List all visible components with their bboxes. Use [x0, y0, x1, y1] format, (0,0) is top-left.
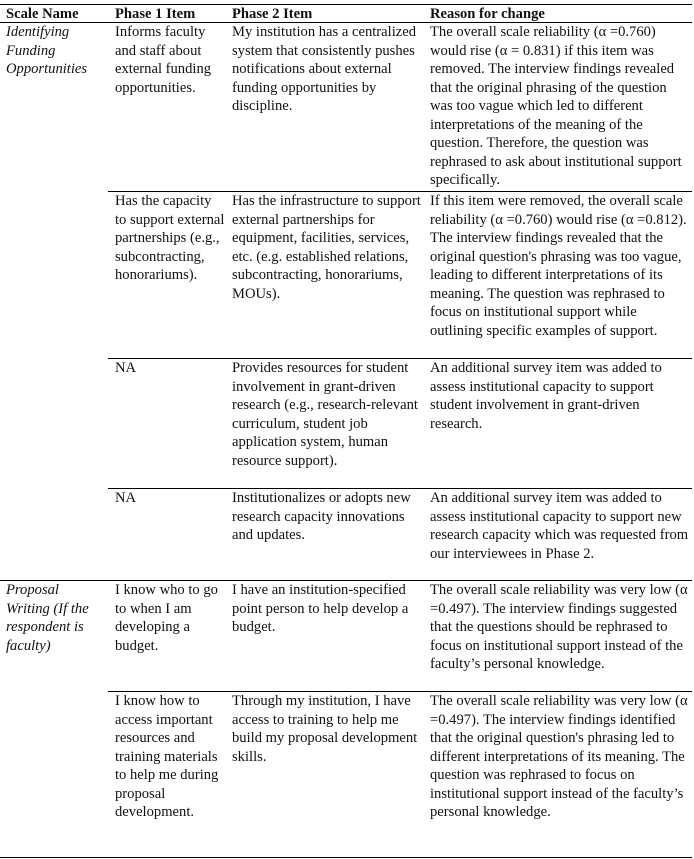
scale-group-rows: [108, 23, 692, 580]
reason-cell: An additional survey item was added to assess institutional capacity to support new research capacity which was requested from our interviewees in Phase 2.: [430, 490, 689, 562]
table-row: [108, 489, 692, 580]
phase2-item-cell: My institution has a centralized system that consistently pushes notifications about external funding opportunities by discipline.: [232, 24, 416, 115]
reason-cell: An additional survey item was added to assess institutional capacity to support student involvement in grant-driven research.: [430, 360, 662, 432]
table-row: [108, 692, 692, 857]
reason-cell: The overall scale reliability was very low (α =0.497). The interview findings identified that the original question's phrasing led to different interpretations of its meaning. The question was rephrased to focus on institutional support instead of the faculty’s personal knowledge.: [430, 693, 688, 821]
phase2-item-cell: I have an institution-specified point person to help develop a budget.: [232, 582, 409, 636]
reason-cell: If this item were removed, the overall scale reliability (α =0.760) would rise (α =0.812). The interview findings revealed that the original question's phrasing was too vague, leading to different interpretations of its meaning. The question was rephrased to focus on institutional support while outlining specific examples of support.: [430, 193, 687, 339]
table-row: [108, 192, 692, 359]
reason-cell: The overall scale reliability (α =0.760) would rise (α = 0.831) if this item was removed. The interview findings revealed that the original phrasing of the question was too vague which led to different interpretations of the meaning of the question. Therefore, the question was rephrased to ask about institutional support specifically.: [430, 24, 682, 189]
scale-group-identifying-funding: [0, 23, 692, 581]
table-row: [108, 23, 692, 192]
scale-group-proposal-writing: [0, 581, 692, 858]
table-row: [108, 581, 692, 692]
phase1-item-cell: I know how to access important resources and training materials to help me during proposal development.: [115, 693, 219, 821]
phase1-item-cell: NA: [115, 360, 137, 376]
phase2-item-cell: Institutionalizes or adopts new research capacity innovations and updates.: [232, 490, 411, 544]
header-scale-name: Scale Name: [6, 6, 79, 22]
phase2-item-cell: Provides resources for student involvement in grant-driven research (e.g., research-relevant curriculum, student job application system, human resource support).: [232, 360, 418, 469]
phase2-item-cell: Has the infrastructure to support external partnerships for equipment, facilities, services, etc. (e.g. established relations, subcontracting, honorariums, MOUs).: [232, 193, 421, 302]
phase1-item-cell: Informs faculty and staff about external funding opportunities.: [115, 24, 212, 96]
table-row: [108, 359, 692, 489]
header-phase1-item: Phase 1 Item: [115, 6, 196, 22]
scale-revision-table: [0, 4, 692, 858]
scale-name-cell: Identifying Funding Opportunities: [6, 24, 88, 78]
phase1-item-cell: I know who to go to when I am developing a budget.: [115, 582, 218, 654]
scale-name-cell: Proposal Writing (If the respondent is faculty): [6, 582, 89, 654]
phase1-item-cell: NA: [115, 490, 137, 506]
table-header-row: [0, 5, 692, 23]
scale-group-rows: [108, 581, 692, 857]
reason-cell: The overall scale reliability was very low (α =0.497). The interview findings suggested that the questions should be rephrased to focus on institutional support instead of the faculty’s personal knowledge.: [430, 582, 688, 673]
header-reason-for-change: Reason for change: [430, 6, 545, 22]
phase2-item-cell: Through my institution, I have access to training to help me build my proposal development skills.: [232, 693, 418, 765]
phase1-item-cell: Has the capacity to support external partnerships (e.g., subcontracting, honorariums).: [115, 193, 225, 284]
header-phase2-item: Phase 2 Item: [232, 6, 313, 22]
